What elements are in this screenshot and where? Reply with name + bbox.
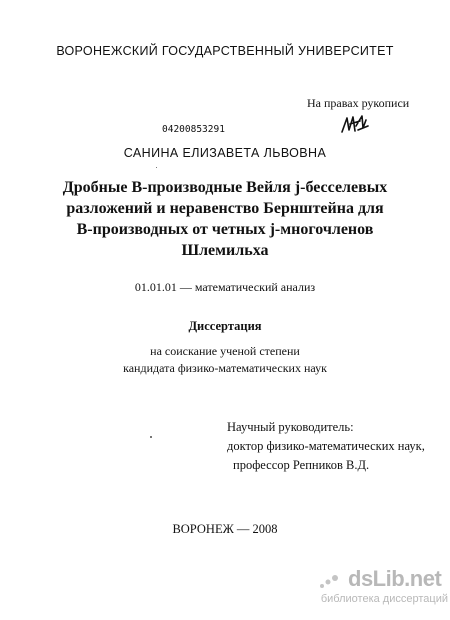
watermark-logo: dsLib.net xyxy=(348,566,442,591)
city-year: ВОРОНЕЖ — 2008 xyxy=(172,522,278,536)
scan-speck xyxy=(156,167,157,168)
advisor-line: профессор Репников В.Д. xyxy=(233,458,370,472)
catalog-number: 04200853291 xyxy=(162,124,225,135)
university-name: ВОРОНЕЖСКИЙ ГОСУДАРСТВЕННЫЙ УНИВЕРСИТЕТ xyxy=(56,44,394,58)
title-line: Шлемильха xyxy=(181,242,269,259)
document-type: Диссертация xyxy=(188,319,262,333)
advisor-line: Научный руководитель: xyxy=(227,420,354,434)
watermark-subtitle: библиотека диссертаций xyxy=(320,593,448,605)
scan-speck xyxy=(150,436,152,438)
title-line: B-производных от четных j-многочленов xyxy=(76,221,374,238)
advisor-line: доктор физико-математических наук, xyxy=(227,439,425,453)
handwritten-signature xyxy=(338,112,378,136)
scientific-advisor xyxy=(227,418,425,475)
degree-line: на соискание ученой степени xyxy=(150,344,300,358)
degree-line: кандидата физико-математических наук xyxy=(123,361,327,375)
dslib-watermark xyxy=(318,566,448,616)
dissertation-title xyxy=(0,177,450,261)
manuscript-note: На правах рукописи xyxy=(307,96,410,110)
title-line: разложений и неравенство Бернштейна для xyxy=(66,200,384,217)
specialty-code: 01.01.01 — математический анализ xyxy=(134,280,316,294)
author-name: САНИНА ЕЛИЗАВЕТА ЛЬВОВНА xyxy=(123,146,327,160)
watermark-dots-icon xyxy=(318,572,346,590)
degree-description xyxy=(0,343,450,377)
title-line: Дробные B-производные Вейля j-бесселевых xyxy=(62,179,388,196)
